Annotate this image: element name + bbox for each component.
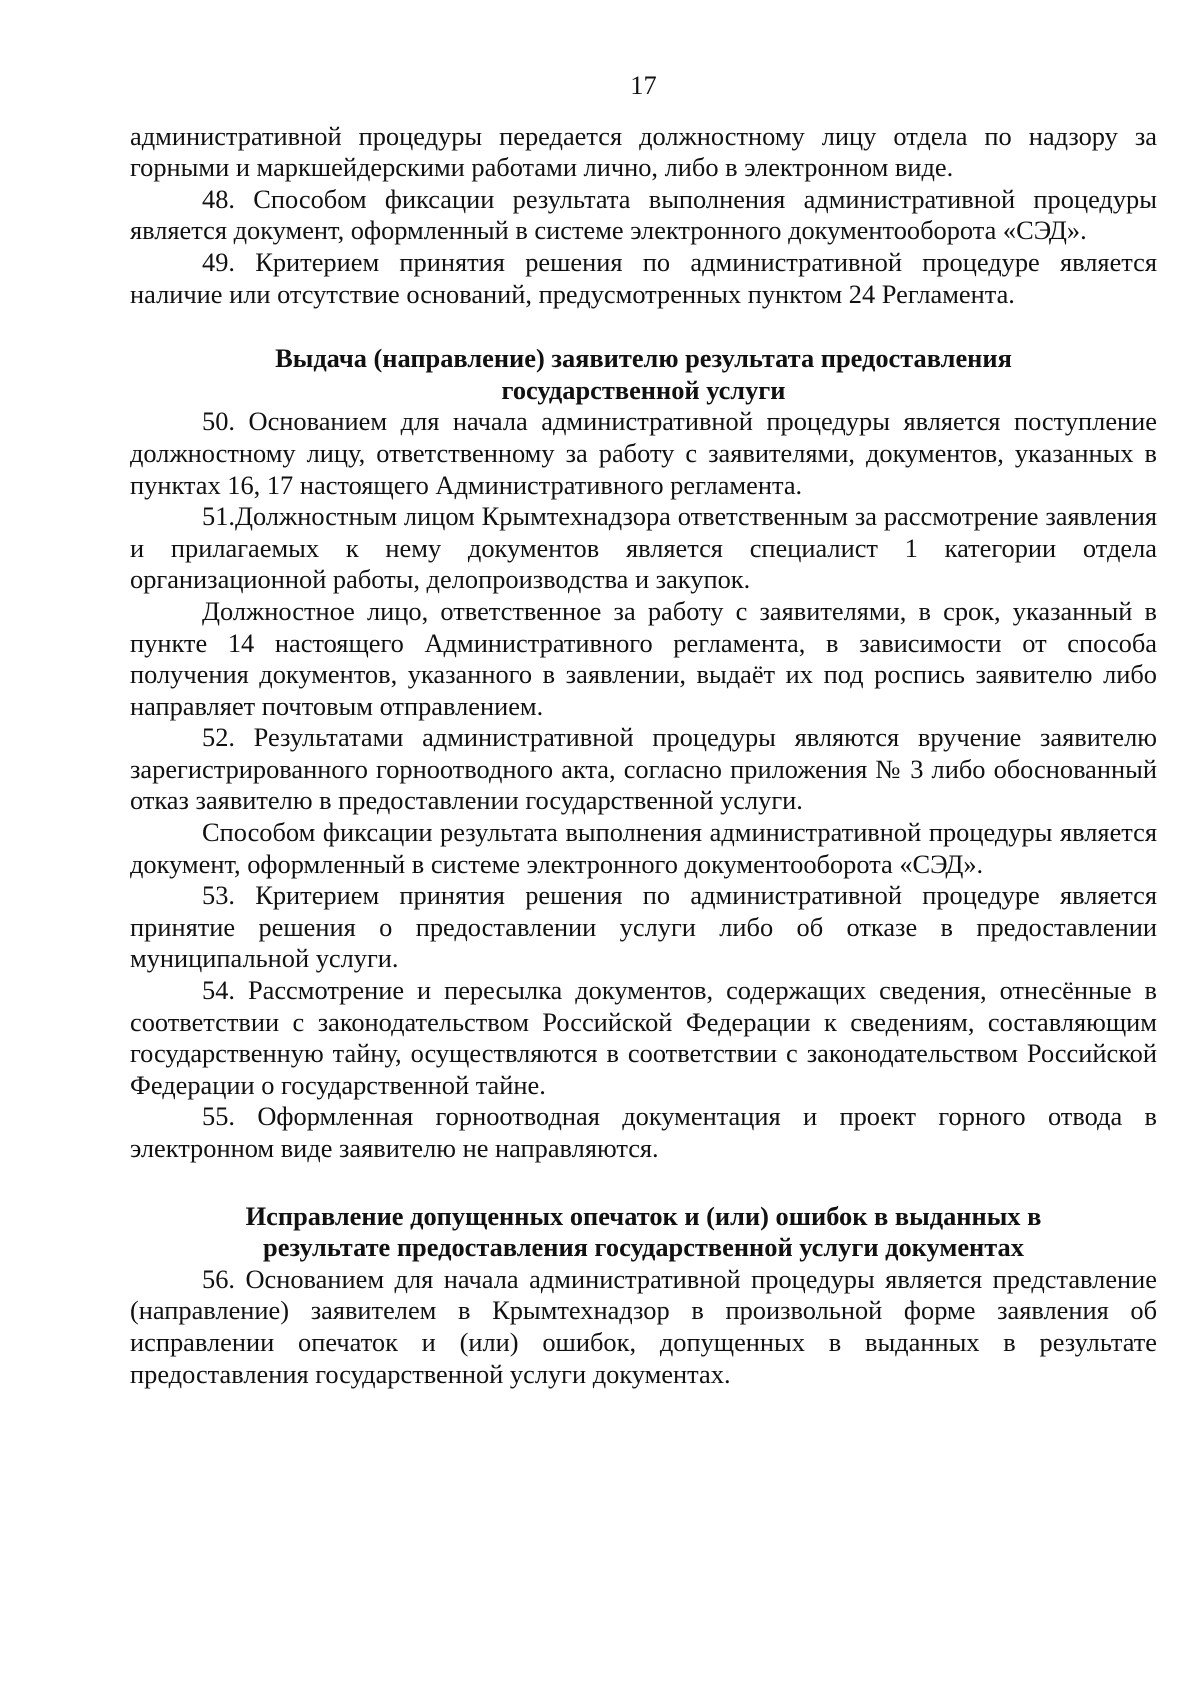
section-heading-issuance: Выдача (направление) заявителю результата предоставления государственной услуги [275,343,1012,405]
paragraph-52: 52. Результатами административной процедуры являются вручение заявителю зарегистрированного горноотводного акта, согласно приложения № 3 либо обоснованный отказ заявителю в предоставлении государственной услуги. [130,722,1157,816]
document-page [130,70,1157,1670]
paragraph-55: 55. Оформленная горноотводная документация и проект горного отвода в электронном виде заявителю не направляются. [130,1101,1157,1163]
paragraph-53: 53. Критерием принятия решения по административной процедуре является принятие решения о предоставлении услуги либо об отказе в предоставлении муниципальной услуги. [130,880,1157,974]
section-heading-corrections: Исправление допущенных опечаток и (или) ошибок в выданных в результате предоставления государственной услуги документах [245,1200,1042,1263]
paragraph-48: 48. Способом фиксации результата выполнения административной процедуры является документ, оформленный в системе электронного документооборота «СЭД». [130,183,1157,246]
page-number: 17 [630,70,657,100]
paragraph-49: 49. Критерием принятия решения по административной процедуре является наличие или отсутствие оснований, предусмотренных пунктом 24 Регламента. [130,246,1157,309]
paragraph-52-continued: Способом фиксации результата выполнения административной процедуры является документ, оформленный в системе электронного документооборота «СЭД». [130,817,1157,879]
paragraph-51: 51.Должностным лицом Крымтехнадзора ответственным за рассмотрение заявления и прилагаемых к нему документов является специалист 1 категории отдела организационной работы, делопроизводства и закупок. [130,501,1157,595]
paragraph-continuation: административной процедуры передается должностному лицу отдела по надзору за горными и маркшейдерскими работами лично, либо в электронном виде. [130,120,1157,183]
paragraph-51-continued: Должностное лицо, ответственное за работу с заявителями, в срок, указанный в пункте 14 настоящего Административного регламента, в зависимости от способа получения документов, указанного в заявлении, выдаёт их под роспись заявителю либо направляет почтовым отправлением. [130,595,1157,721]
paragraph-50: 50. Основанием для начала административной процедуры является поступление должностному лицу, ответственному за работу с заявителями, документов, указанных в пунктах 16, 17 настоящего Административного регламента. [130,406,1157,500]
paragraph-56: 56. Основанием для начала административной процедуры является представление (направление) заявителем в Крымтехнадзор в произвольной форме заявления об исправлении опечаток и (или) ошибок, допущенных в выданных в результате предоставления государственной услуги документах. [130,1263,1157,1389]
paragraph-54: 54. Рассмотрение и пересылка документов, содержащих сведения, отнесённые в соответствии с законодательством Российской Федерации к сведениям, составляющим государственную тайну, осуществляются в соответствии с законодательством Российской Федерации о государственной тайне. [130,975,1157,1100]
